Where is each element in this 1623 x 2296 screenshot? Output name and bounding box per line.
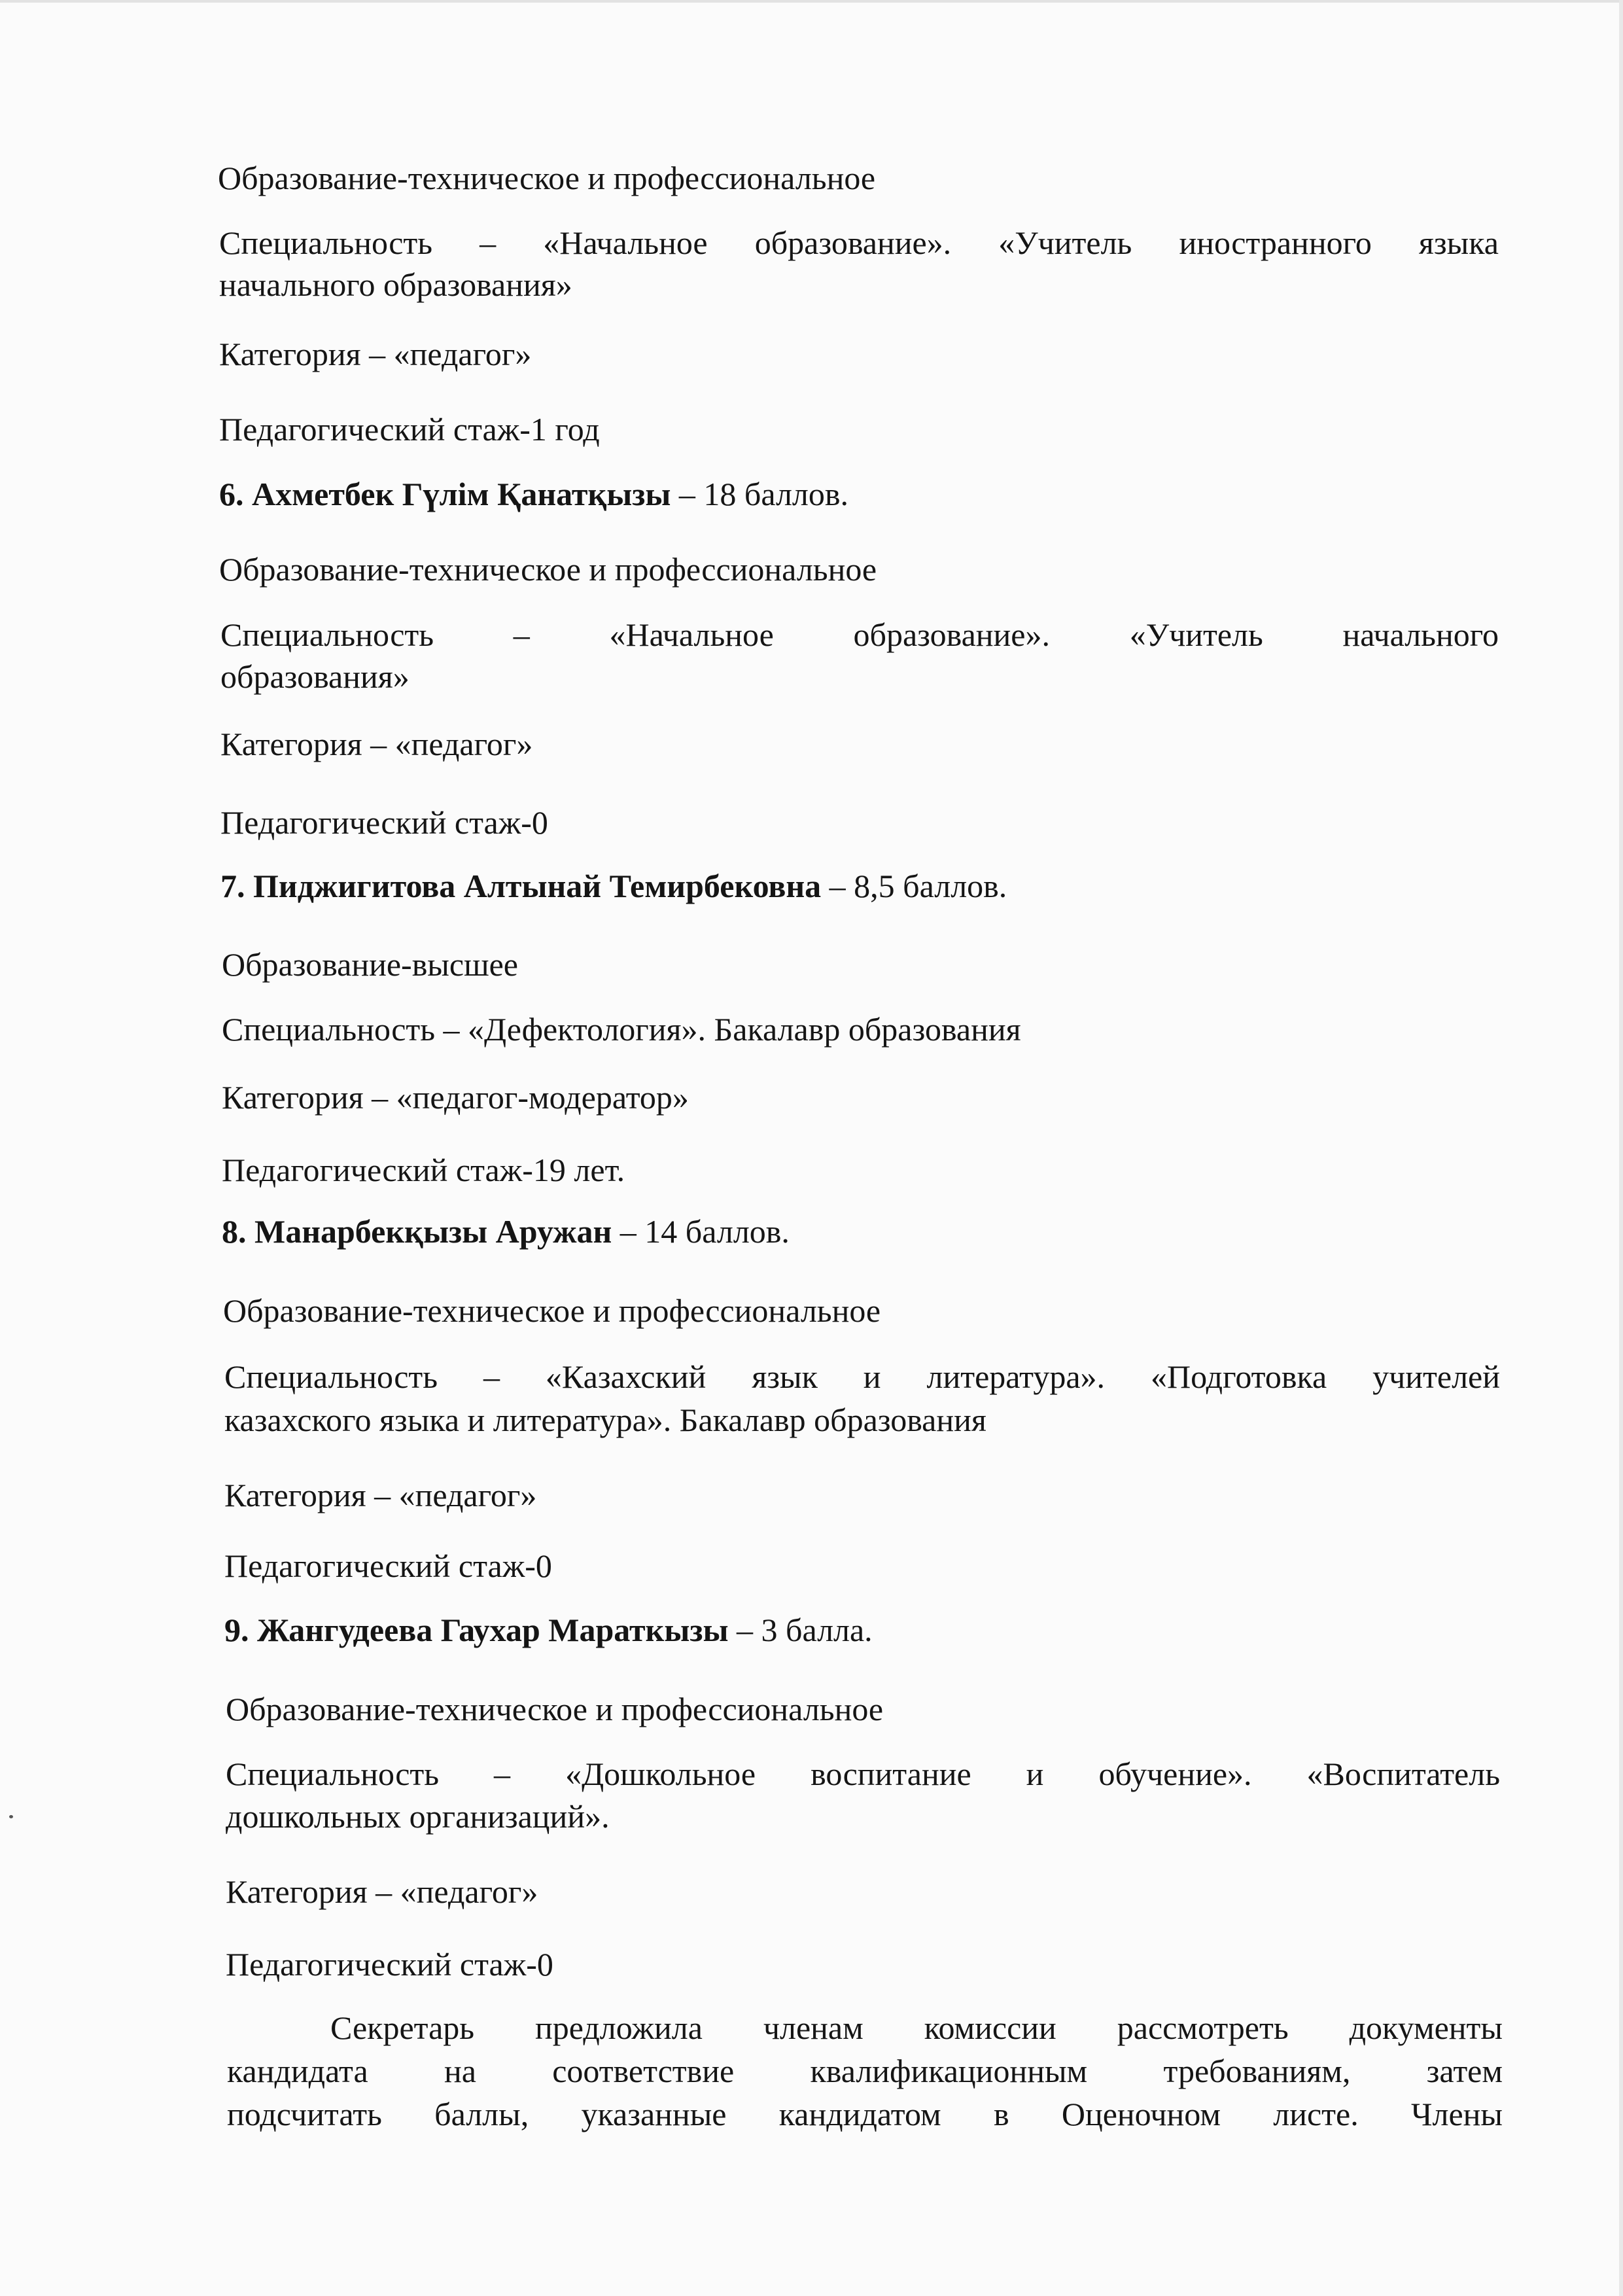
candidate-9-education: Образование-техническое и профессиональное bbox=[226, 1691, 884, 1727]
scan-speck bbox=[9, 1815, 13, 1818]
closing-paragraph-line1: Секретарь предложила членам комиссии рассмотреть документы bbox=[330, 2009, 1503, 2046]
candidate-6-name: 6. Ахметбек Гүлім Қанатқызы bbox=[219, 476, 671, 512]
candidate-7-category: Категория – «педагог-модератор» bbox=[222, 1079, 689, 1116]
candidate-9-heading bbox=[224, 1610, 873, 1650]
closing-paragraph-line2: кандидата на соответствие квалификационным требованиям, затем bbox=[227, 2053, 1503, 2089]
candidate-9-experience: Педагогический стаж-0 bbox=[226, 1946, 553, 1983]
scan-top-edge bbox=[0, 0, 1623, 3]
candidate-8-education: Образование-техническое и профессиональное bbox=[223, 1292, 881, 1329]
candidate-8-experience: Педагогический стаж-0 bbox=[224, 1547, 552, 1584]
candidate-9-score: – 3 балла. bbox=[728, 1612, 873, 1648]
candidate-7-score: – 8,5 баллов. bbox=[821, 868, 1007, 904]
candidate-5-category: Категория – «педагог» bbox=[219, 336, 532, 372]
candidate-8-specialty-line2: казахского языка и литература». Бакалавр образования bbox=[224, 1402, 986, 1438]
candidate-8-heading bbox=[222, 1211, 790, 1252]
candidate-8-name: 8. Манарбекқызы Аружан bbox=[222, 1213, 612, 1250]
candidate-8-score: – 14 баллов. bbox=[612, 1213, 790, 1250]
candidate-7-specialty-line1: Специальность – «Дефектология». Бакалавр образования bbox=[222, 1011, 1021, 1048]
candidate-5-experience: Педагогический стаж-1 год bbox=[219, 411, 600, 448]
candidate-8-specialty-line1: Специальность – «Казахский язык и литература». «Подготовка учителей bbox=[224, 1358, 1500, 1395]
candidate-6-specialty-line2: образования» bbox=[220, 658, 410, 695]
candidate-6-specialty-line1: Специальность – «Начальное образование». «Учитель начального bbox=[220, 616, 1499, 653]
candidate-6-heading bbox=[219, 474, 848, 514]
candidate-9-specialty-line2: дошкольных организаций». bbox=[226, 1798, 610, 1835]
candidate-5-specialty-line1: Специальность – «Начальное образование». «Учитель иностранного языка bbox=[219, 224, 1499, 261]
candidate-9-category: Категория – «педагог» bbox=[226, 1873, 538, 1910]
scan-right-edge bbox=[1619, 0, 1623, 2296]
candidate-7-heading bbox=[220, 866, 1007, 906]
candidate-5-education: Образование-техническое и профессиональное bbox=[218, 160, 876, 196]
candidate-7-name: 7. Пиджигитова Алтынай Темирбековна bbox=[220, 868, 822, 904]
candidate-6-education: Образование-техническое и профессиональное bbox=[219, 551, 877, 588]
closing-paragraph-line3: подсчитать баллы, указанные кандидатом в Оценочном листе. Члены bbox=[227, 2096, 1503, 2132]
candidate-7-experience: Педагогический стаж-19 лет. bbox=[222, 1152, 625, 1188]
candidate-6-experience: Педагогический стаж-0 bbox=[220, 804, 548, 841]
candidate-9-name: 9. Жангудеева Гаухар Мараткызы bbox=[224, 1612, 729, 1648]
candidate-9-specialty-line1: Специальность – «Дошкольное воспитание и обучение». «Воспитатель bbox=[226, 1756, 1500, 1792]
candidate-5-specialty-line2: начального образования» bbox=[219, 266, 572, 303]
candidate-8-category: Категория – «педагог» bbox=[224, 1477, 537, 1513]
candidate-7-education: Образование-высшее bbox=[222, 946, 518, 983]
candidate-6-score: – 18 баллов. bbox=[671, 476, 848, 512]
candidate-6-category: Категория – «педагог» bbox=[220, 726, 533, 762]
